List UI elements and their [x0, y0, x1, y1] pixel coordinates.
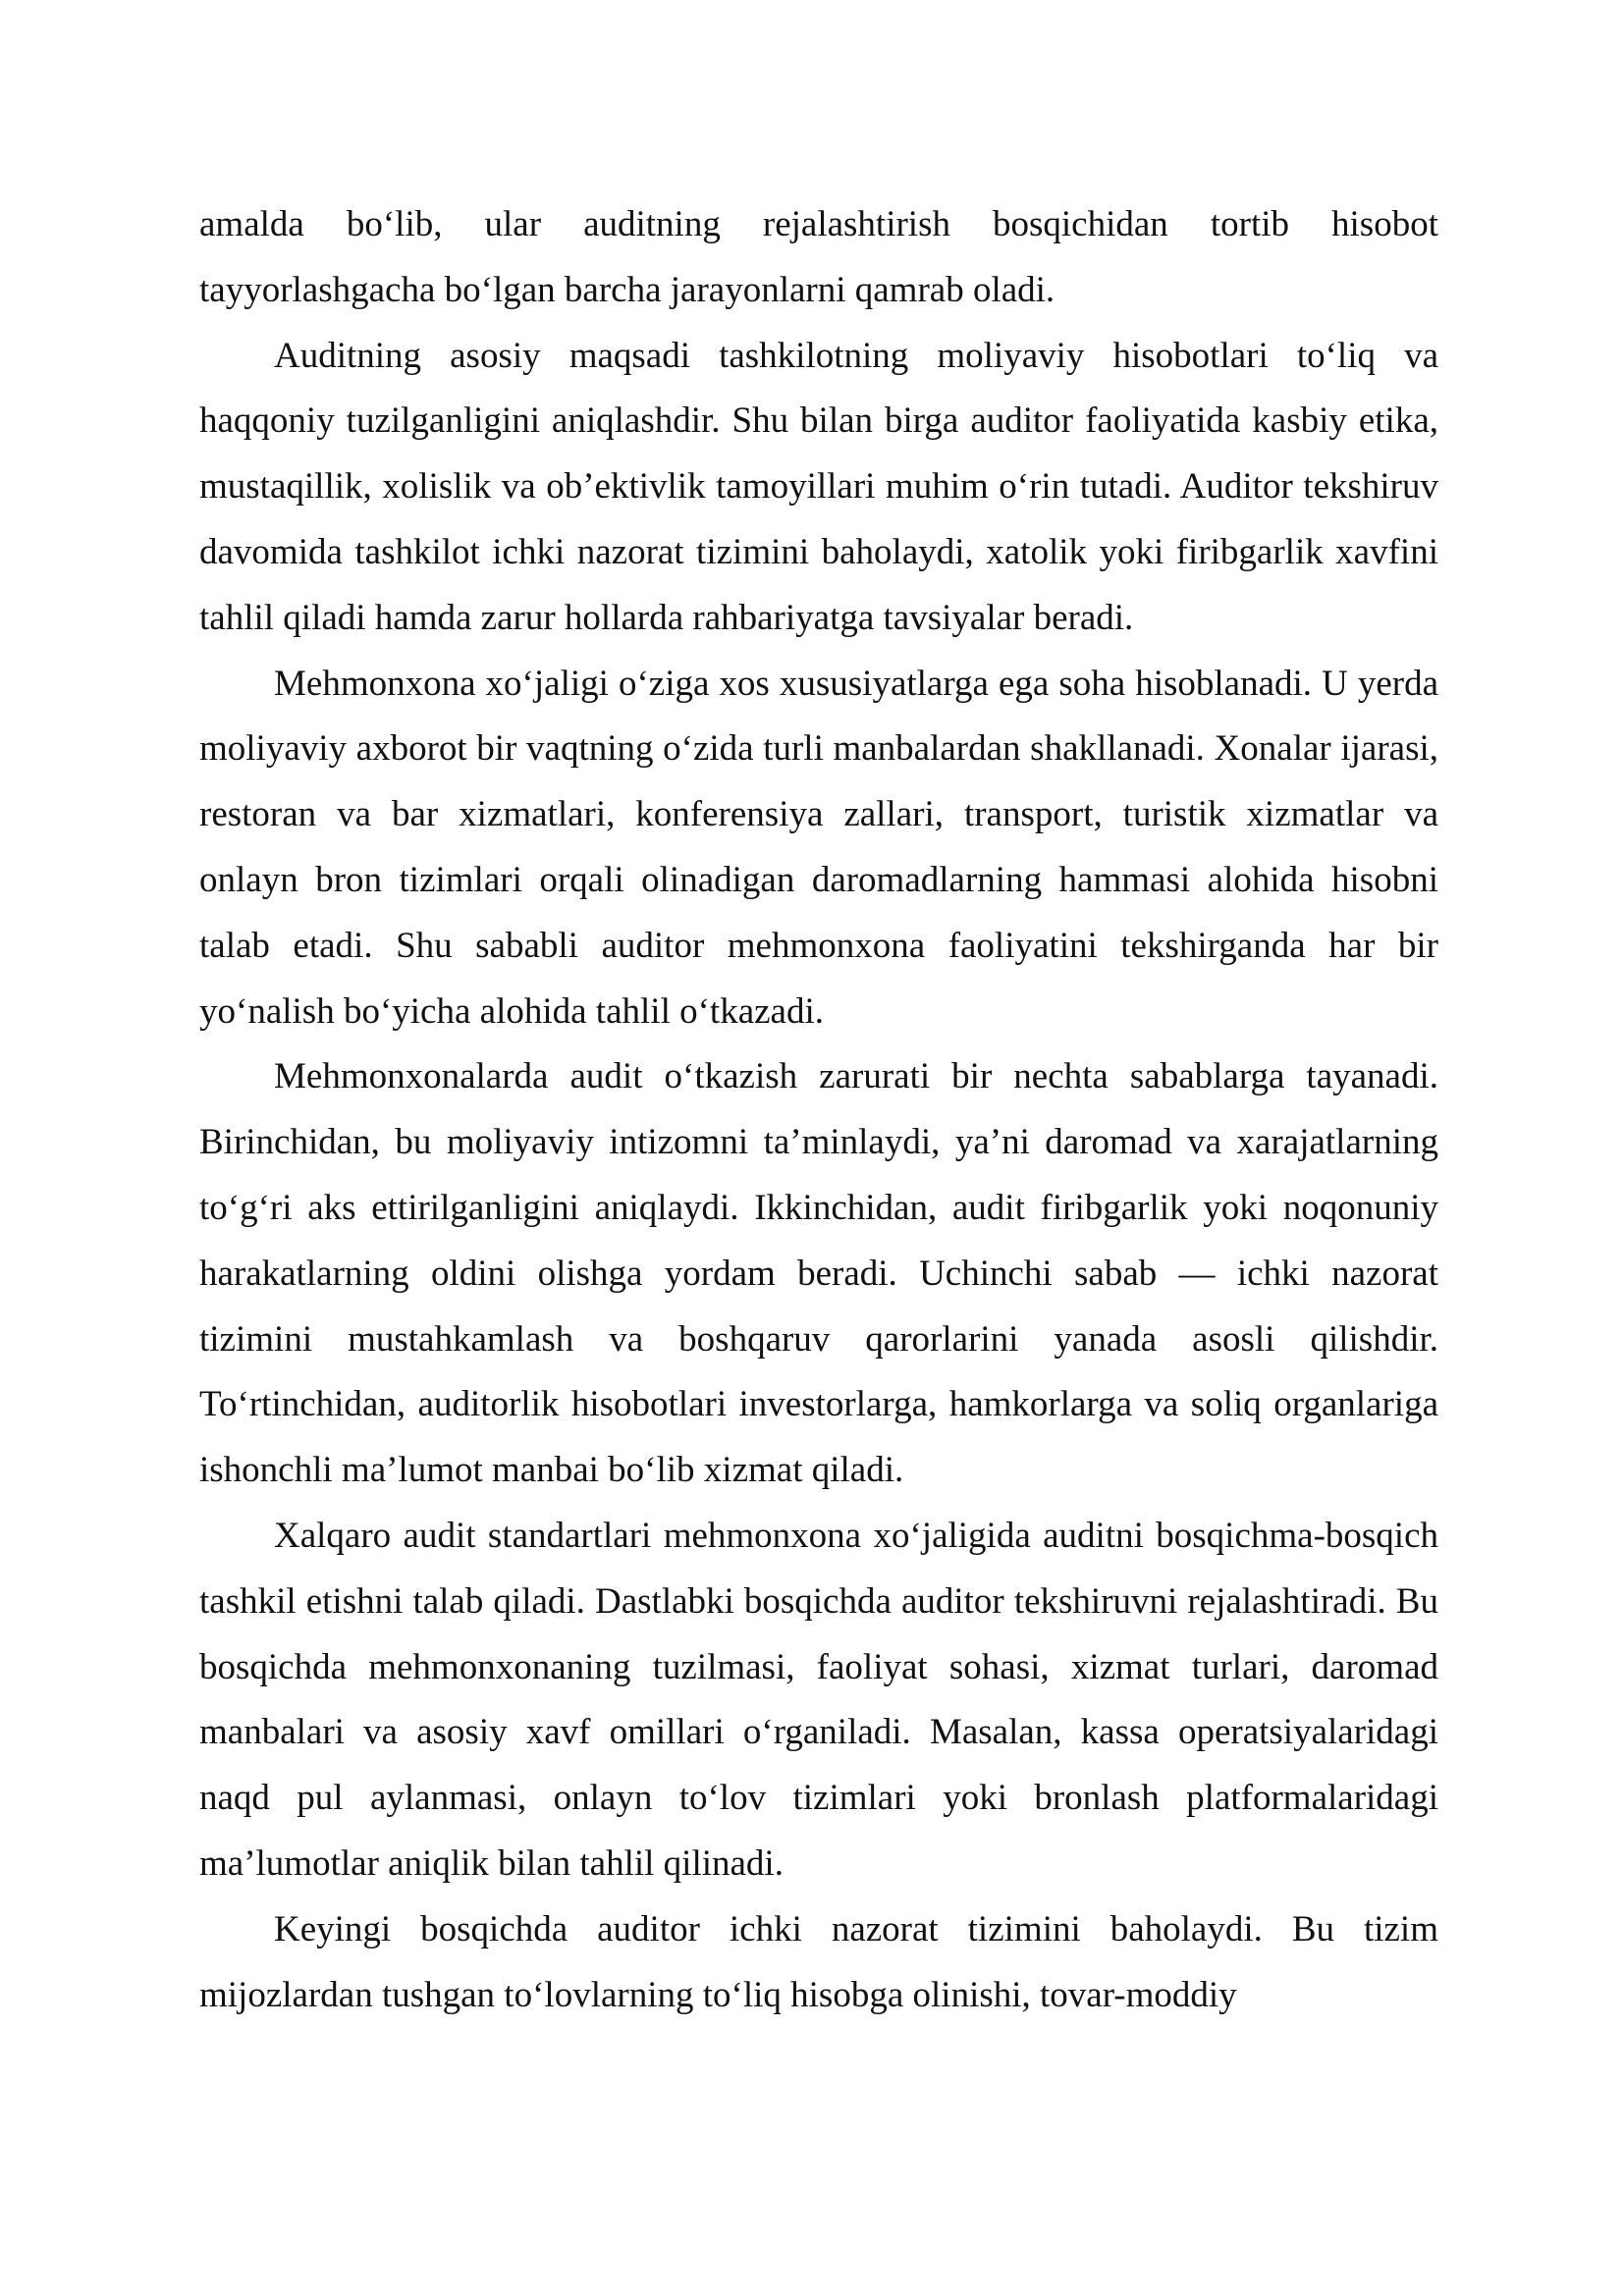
paragraph-3: Mehmonxona xo‘jaligi o‘ziga xos xususiyatlarga ega soha hisoblanadi. U yerda moliyaviy axborot bir vaqtning o‘zida turli manbalardan shakllanadi. Xonalar ijarasi, restoran va bar xizmatlari, konferensiya zallari, transport, turistik xizmatlar va onlayn bron tizimlari orqali olinadigan daromadlarning hammasi alohida hisobni talab etadi. Shu sababli auditor mehmonxona faoliyatini tekshirganda har bir yo‘nalish bo‘yicha alohida tahlil o‘tkazadi.	[199, 663, 1438, 1032]
paragraph-6: Keyingi bosqichda auditor ichki nazorat tizimini baholaydi. Bu tizim mijozlardan tushgan to‘lovlarning to‘liq hisobga olinishi, tovar-moddiy	[199, 1908, 1438, 2015]
document-page	[199, 192, 1438, 2028]
paragraph-4: Mehmonxonalarda audit o‘tkazish zarurati bir nechta sabablarga tayanadi. Birinchidan, bu moliyaviy intizomni ta’minlaydi, ya’ni daromad va xarajatlarning to‘g‘ri aks ettirilganligini aniqlaydi. Ikkinchidan, audit firibgarlik yoki noqonuniy harakatlarning oldini olishga yordam beradi. Uchinchi sabab — ichki nazorat tizimini mustahkamlash va boshqaruv qarorlarini yanada asosli qilishdir. To‘rtinchidan, auditorlik hisobotlari investorlarga, hamkorlarga va soliq organlariga ishonchli ma’lumot manbai bo‘lib xizmat qiladi.	[199, 1056, 1438, 1491]
paragraph-5: Xalqaro audit standartlari mehmonxona xo‘jaligida auditni bosqichma-bosqich tashkil etishni talab qiladi. Dastlabki bosqichda auditor tekshiruvni rejalashtiradi. Bu bosqichda mehmonxonaning tuzilmasi, faoliyat sohasi, xizmat turlari, daromad manbalari va asosiy xavf omillari o‘rganiladi. Masalan, kassa operatsiyalaridagi naqd pul aylanmasi, onlayn to‘lov tizimlari yoki bronlash platformalaridagi ma’lumotlar aniqlik bilan tahlil qilinadi.	[199, 1515, 1438, 1884]
paragraph-1: amalda bo‘lib, ular auditning rejalashtirish bosqichidan tortib hisobot tayyorlashgacha bo‘lgan barcha jarayonlarni qamrab oladi.	[199, 204, 1438, 310]
paragraph-2: Auditning asosiy maqsadi tashkilotning moliyaviy hisobotlari to‘liq va haqqoniy tuzilganligini aniqlashdir. Shu bilan birga auditor faoliyatida kasbiy etika, mustaqillik, xolislik va ob’ektivlik tamoyillari muhim o‘rin tutadi. Auditor tekshiruv davomida tashkilot ichki nazorat tizimini baholaydi, xatolik yoki firibgarlik xavfini tahlil qiladi hamda zarur hollarda rahbariyatga tavsiyalar beradi.	[199, 335, 1438, 638]
